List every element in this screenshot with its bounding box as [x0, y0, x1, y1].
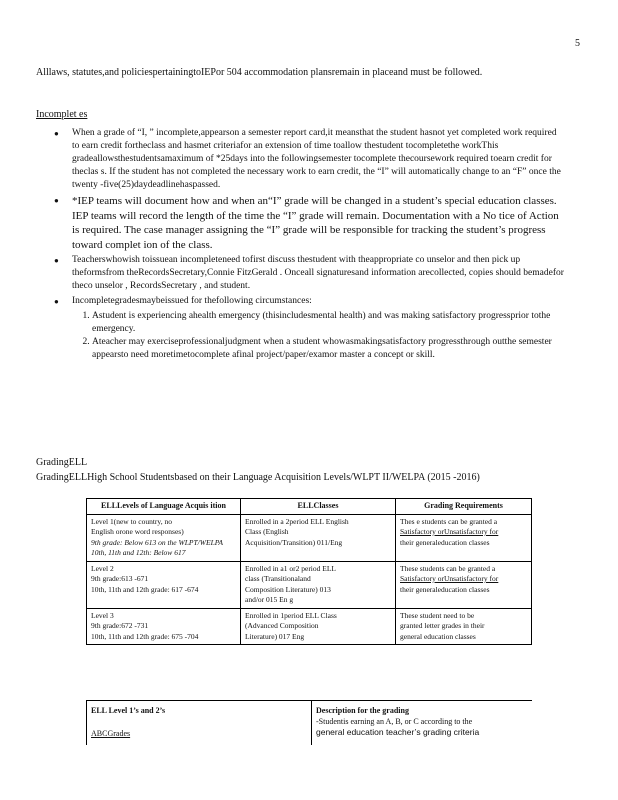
grading-cell: [396, 608, 532, 645]
cell-line: 10th, 11th and 12th: Below 617: [91, 548, 186, 557]
bottom-left-subtitle: ABCGrades: [91, 729, 131, 738]
table-row: [87, 514, 532, 561]
bottom-right-title: Description for the grading: [316, 706, 409, 715]
cell-line: general education classes: [400, 631, 476, 641]
classes-cell: [241, 608, 396, 645]
cell-line: Class (English: [245, 527, 289, 536]
grading-cell: [396, 561, 532, 608]
bullet-item: [54, 254, 564, 293]
bullet-text: Teacherswhowish toissuean incompleteneed tofirst discuss thestudent with theappropriate co unselor and then pick up theformsfrom theRecordsSecretary,Connie FitzGerald . Onceall signaturesand information arecollected, copies should bemadefor theco unselor , RecordsSecretary , and student.: [72, 255, 564, 291]
circumstances-list: [72, 310, 564, 362]
header-grading: Grading Requirements: [396, 499, 532, 515]
cell-line: 9th grade:613 -671: [91, 574, 149, 583]
page-number: 5: [575, 38, 580, 49]
bullet-item: [54, 295, 564, 362]
cell-line: 10th, 11th and 12th grade: 675 -704: [91, 631, 199, 641]
cell-line: Satisfactory orUnsatisfactory for: [400, 574, 499, 583]
cell-line: 9th grade: Below 613 on the WLPT/WELPA: [91, 537, 223, 547]
header-levels: ELLLevels of Language Acquis ition: [87, 499, 241, 515]
classes-cell: [241, 561, 396, 608]
intro-paragraph: Alllaws, statutes,and policiespertainingtoIEPor 504 accommodation plansremain in placeand must be followed.: [36, 67, 483, 78]
sub-item: 2. Ateacher may exerciseprofessionaljudgment when a student whowasmakingsatisfactory progressthrough outthe semester appearsto need moretimetocomplete afinal project/paper/examor master a concept or skill.: [92, 336, 564, 362]
level-cell: [87, 561, 241, 608]
bullet-item: [54, 127, 564, 192]
cell-line: These student need to be: [400, 610, 475, 620]
cell-line: Literature) 017 Eng: [245, 631, 305, 641]
cell-line: Satisfactory orUnsatisfactory for: [400, 527, 499, 536]
level-cell: [87, 608, 241, 645]
bottom-right-cell: [312, 701, 532, 745]
table-row: [87, 608, 532, 645]
table-row: [87, 561, 532, 608]
cell-line: (Advanced Composition: [245, 621, 319, 630]
cell-line: Enrolled in a 2period ELL English: [245, 516, 349, 526]
cell-line: granted letter grades in their: [400, 621, 485, 630]
classes-cell: [241, 514, 396, 561]
bullet-text: When a grade of “I, ” incomplete,appearson a semester report card,it meansthat the student hasnot yet completed work required to earn credit fortheclass and hasmet criteriafor an extension of time toallow thestudent tocompletethe workThis gradeallowsthestudentsamaximum of *25days into the followingsemester tocomplete thecoursework required toearn credit for theclas s. If the student has not completed the necessary work to earn credit, the “I” will automatically change to an “F” once the twenty -five(25)daydeadlinehaspassed.: [72, 128, 561, 190]
ell-level-1-2-table: [86, 700, 532, 745]
bottom-right-line: general education teacher’s grading criteria: [316, 727, 480, 737]
bottom-left-title: ELL Level 1’s and 2’s: [91, 706, 166, 715]
bullet-text: *IEP teams will document how and when an“I” grade will be changed in a student’s special education classes. IEP teams will record the length of the time the “I” grade will remain. Documentation with a No tice of Action is required. The case manager assigning the “I” grade will be responsible for tracking the student’s progress toward complet ion of the class.: [72, 195, 559, 251]
sub-item: 1. Astudent is experiencing ahealth emergency (thisincludesmental health) and was making satisfactory progressprior tothe emergency.: [92, 310, 564, 336]
cell-line: class (Transitionaland: [245, 574, 311, 583]
cell-line: 10th, 11th and 12th grade: 617 -674: [91, 584, 199, 594]
bullet-item: [54, 194, 564, 252]
grading-subheading: GradingELLHigh School Studentsbased on their Language Acquisition Levels/WLPT II/WELPA (2015 -2016): [36, 472, 480, 483]
cell-line: Thes e students can be granted a: [400, 516, 498, 526]
cell-line: Level 1(new to country, no: [91, 516, 172, 526]
cell-line: Composition Literature) 013: [245, 584, 331, 594]
cell-line: English orone word responses): [91, 527, 184, 536]
incompletes-heading: Incomplet es: [36, 109, 88, 120]
cell-line: Enrolled in 1period ELL Class: [245, 610, 337, 620]
cell-line: Enrolled in a1 or2 period ELL: [245, 563, 337, 573]
grading-heading: GradingELL: [36, 457, 88, 468]
header-classes: ELLClasses: [241, 499, 396, 515]
cell-line: These students can be granted a: [400, 563, 496, 573]
cell-line: 9th grade:672 -731: [91, 621, 149, 630]
bottom-left-cell: [86, 701, 312, 745]
ell-grading-table: [86, 498, 532, 645]
cell-line: Level 2: [91, 563, 114, 573]
bullet-text: Incompletegradesmaybeissued for thefollowing circumstances:: [72, 296, 312, 306]
cell-line: their generaleducation classes: [400, 537, 490, 547]
level-cell: [87, 514, 241, 561]
table-header-row: [87, 499, 532, 515]
bottom-right-line: -Studentis earning an A, B, or C according to the: [316, 717, 473, 726]
cell-line: and/or 015 En g: [245, 595, 294, 604]
grading-cell: [396, 514, 532, 561]
cell-line: their generaleducation classes: [400, 584, 490, 594]
cell-line: Acquisition/Transition) 011/Eng: [245, 537, 343, 547]
incompletes-list: [54, 127, 564, 364]
cell-line: Level 3: [91, 610, 114, 620]
